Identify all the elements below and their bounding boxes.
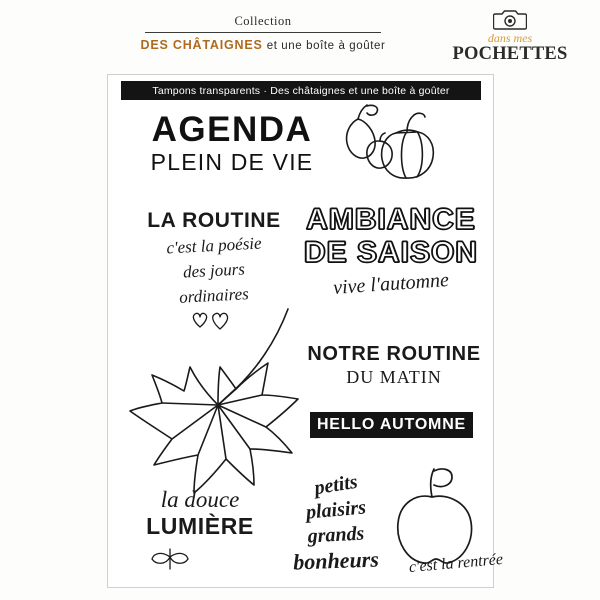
ambiance-script: vive l'automne — [332, 268, 450, 300]
stamp-la-routine — [134, 209, 294, 307]
routine-title: LA ROUTINE — [147, 209, 281, 232]
petits-line-3: grands — [307, 522, 365, 548]
stamp-sheet — [107, 74, 504, 588]
brand-logo — [446, 8, 574, 64]
ambiance-line-1: AMBIANCE — [306, 203, 476, 236]
header — [0, 0, 600, 72]
maple-leaf-icon — [126, 301, 316, 501]
collection-name — [118, 38, 408, 52]
petits-line-1: petits — [312, 470, 360, 500]
stamp-notre-routine — [304, 343, 484, 388]
stamp-cest-la-rentree: c'est la rentrée — [408, 550, 504, 577]
collection-label: Collection — [234, 14, 292, 28]
brand-line-2: POCHETTES — [452, 44, 568, 64]
douce-line-1: la douce — [160, 487, 240, 512]
agenda-title: AGENDA — [151, 110, 313, 149]
leaf-sprig-icon — [146, 545, 194, 573]
stamp-hello-automne: HELLO AUTOMNE — [310, 412, 473, 438]
routine-line-2: des jours — [182, 259, 246, 282]
camera-icon — [493, 8, 527, 30]
collection-name-sub: et une boîte à goûter — [266, 40, 386, 52]
collection-block — [118, 14, 408, 52]
collection-name-main: DES CHÂTAIGNES — [140, 38, 263, 52]
petits-line-2: plaisirs — [305, 496, 367, 524]
sheet-banner: Tampons transparents · Des châtaignes et une boîte à goûter — [121, 81, 481, 100]
routine-line-3: ordinaires — [178, 284, 250, 307]
douce-line-2: LUMIÈRE — [146, 513, 254, 539]
brand-line-1: dans mes — [487, 31, 533, 45]
pumpkin-pear-icon — [336, 103, 466, 185]
collection-divider — [145, 32, 381, 33]
ambiance-line-2: DE SAISON — [303, 236, 479, 269]
stamp-petits-plaisirs — [266, 470, 406, 575]
stamp-ambiance-de-saison — [296, 203, 486, 300]
notre-routine-line-2: DU MATIN — [346, 367, 442, 387]
agenda-subtitle: PLEIN DE VIE — [150, 149, 314, 175]
stamp-agenda — [136, 111, 328, 175]
routine-line-1: c'est la poésie — [165, 233, 263, 258]
notre-routine-line-1: NOTRE ROUTINE — [307, 343, 481, 365]
petits-line-4: bonheurs — [292, 546, 380, 575]
stamp-la-douce-lumiere — [130, 487, 270, 539]
